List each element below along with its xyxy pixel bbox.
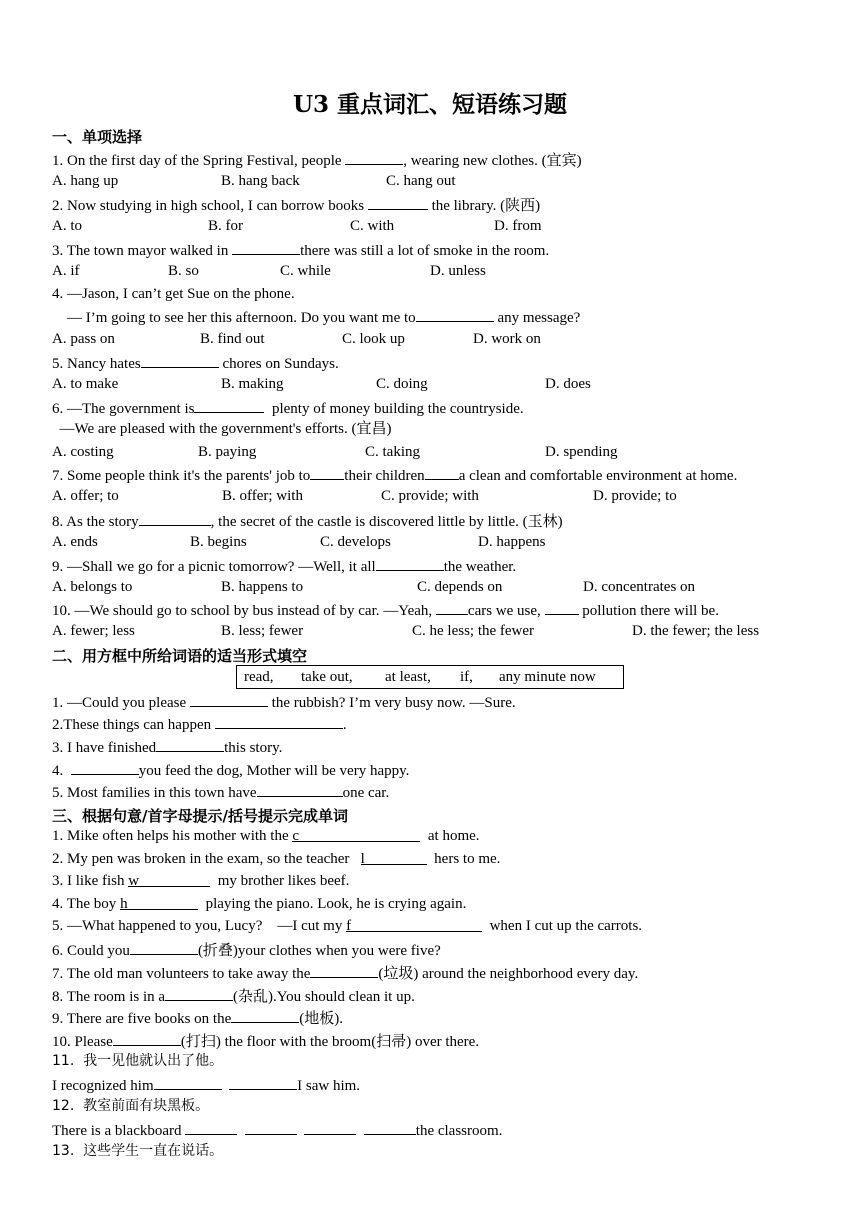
answer-blank[interactable] bbox=[154, 1075, 222, 1090]
answer-blank[interactable] bbox=[190, 692, 268, 707]
option: B. making bbox=[221, 376, 284, 392]
option: D. unless bbox=[430, 263, 486, 279]
answer-blank[interactable]: w bbox=[128, 872, 210, 887]
option: D. the fewer; the less bbox=[632, 623, 760, 639]
answer-blank[interactable] bbox=[368, 195, 428, 210]
word-box-item: take out, bbox=[301, 669, 353, 685]
option: C. while bbox=[280, 263, 331, 279]
word-box-item: if, bbox=[460, 669, 473, 685]
option: A. to make bbox=[52, 376, 119, 392]
question-2-3: 3. I have finished this story. bbox=[52, 737, 282, 757]
question-1-5: 5. Nancy hates chores on Sundays. bbox=[52, 353, 339, 373]
question-3-4: 4. The boy h playing the piano. Look, he is crying again. bbox=[52, 896, 467, 912]
option: B. for bbox=[208, 218, 243, 234]
option: B. so bbox=[168, 263, 199, 279]
question-1-6-reply: —We are pleased with the government's efforts. (宜昌) bbox=[52, 421, 392, 437]
option: A. costing bbox=[52, 444, 114, 460]
question-1-9: 9. —Shall we go for a picnic tomorrow? —Well, it all the weather. bbox=[52, 556, 516, 576]
option: C. provide; with bbox=[381, 488, 479, 504]
section-heading-2: 二、用方框中所给词语的适当形式填空 bbox=[52, 647, 308, 665]
question-2-1: 1. —Could you please the rubbish? I’m very busy now. —Sure. bbox=[52, 692, 516, 712]
question-3-11-prompt: 11. 我一见他就认出了他。 bbox=[52, 1053, 224, 1069]
question-1-4-reply: — I’m going to see her this afternoon. Do you want me to any message? bbox=[52, 307, 580, 327]
question-3-13-prompt: 13. 这些学生一直在说话。 bbox=[52, 1143, 224, 1159]
option: B. hang back bbox=[221, 173, 300, 189]
answer-blank[interactable] bbox=[156, 737, 224, 752]
answer-blank[interactable] bbox=[229, 1075, 297, 1090]
option: B. offer; with bbox=[222, 488, 303, 504]
option: D. spending bbox=[545, 444, 618, 460]
option: C. look up bbox=[342, 331, 405, 347]
option: D. does bbox=[545, 376, 591, 392]
option: C. hang out bbox=[386, 173, 456, 189]
option: A. hang up bbox=[52, 173, 119, 189]
answer-blank[interactable] bbox=[364, 1120, 416, 1135]
answer-blank[interactable] bbox=[139, 511, 211, 526]
answer-blank[interactable] bbox=[141, 353, 219, 368]
option: A. belongs to bbox=[52, 579, 133, 595]
option: A. to bbox=[52, 218, 82, 234]
question-2-5: 5. Most families in this town have one car. bbox=[52, 782, 389, 802]
question-1-10: 10. —We should go to school by bus instead of by car. —Yeah, cars we use, pollution there will be. bbox=[52, 600, 719, 620]
question-1-1: 1. On the first day of the Spring Festival, people , wearing new clothes. (宜宾) bbox=[52, 150, 582, 170]
answer-blank[interactable]: h bbox=[120, 895, 198, 910]
answer-blank[interactable] bbox=[165, 986, 233, 1001]
page-title: U3 重点词汇、短语练习题 bbox=[292, 91, 568, 118]
option: D. concentrates on bbox=[583, 579, 696, 595]
answer-blank[interactable] bbox=[113, 1031, 181, 1046]
answer-blank[interactable]: f bbox=[346, 917, 482, 932]
question-1-2: 2. Now studying in high school, I can borrow books the library. (陕西) bbox=[52, 195, 540, 215]
question-2-2: 2.These things can happen . bbox=[52, 714, 347, 734]
answer-blank[interactable] bbox=[232, 240, 300, 255]
question-2-4: 4. you feed the dog, Mother will be very happy. bbox=[52, 760, 409, 780]
question-3-8: 8. The room is in a (杂乱).You should clean it up. bbox=[52, 986, 415, 1006]
question-1-4: 4. —Jason, I can’t get Sue on the phone. bbox=[52, 286, 295, 302]
answer-blank[interactable] bbox=[194, 398, 264, 413]
option: B. happens to bbox=[221, 579, 304, 595]
answer-blank[interactable] bbox=[345, 150, 403, 165]
answer-blank[interactable] bbox=[436, 600, 468, 615]
question-3-10: 10. Please (打扫) the floor with the broom(扫帚) over there. bbox=[52, 1031, 479, 1051]
option: A. pass on bbox=[52, 331, 115, 347]
answer-blank[interactable] bbox=[257, 782, 343, 797]
option: A. fewer; less bbox=[52, 623, 135, 639]
answer-blank[interactable] bbox=[215, 714, 343, 729]
word-box bbox=[236, 665, 624, 689]
answer-blank[interactable] bbox=[425, 465, 459, 480]
answer-blank[interactable]: l bbox=[361, 850, 427, 865]
answer-blank[interactable] bbox=[130, 940, 198, 955]
question-3-1: 1. Mike often helps his mother with the c at home. bbox=[52, 828, 480, 844]
question-3-5: 5. —What happened to you, Lucy? —I cut my f when I cut up the carrots. bbox=[52, 918, 643, 934]
option: C. doing bbox=[376, 376, 428, 392]
answer-blank[interactable] bbox=[310, 963, 378, 978]
option: C. with bbox=[350, 218, 395, 234]
question-1-3: 3. The town mayor walked in there was still a lot of smoke in the room. bbox=[52, 240, 549, 260]
option: D. happens bbox=[478, 534, 546, 550]
answer-blank[interactable] bbox=[545, 600, 579, 615]
question-1-6: 6. —The government is plenty of money building the countryside. bbox=[52, 398, 524, 418]
question-3-7: 7. The old man volunteers to take away the (垃圾) around the neighborhood every day. bbox=[52, 963, 638, 983]
option: C. he less; the fewer bbox=[412, 623, 535, 639]
option: D. from bbox=[494, 218, 542, 234]
word-box-item: any minute now bbox=[499, 669, 596, 685]
option: A. ends bbox=[52, 534, 98, 550]
option: C. develops bbox=[320, 534, 391, 550]
answer-blank[interactable] bbox=[416, 307, 494, 322]
answer-blank[interactable] bbox=[185, 1120, 237, 1135]
answer-blank[interactable] bbox=[310, 465, 344, 480]
word-box-item: at least, bbox=[385, 669, 431, 685]
option: D. work on bbox=[473, 331, 541, 347]
question-3-11: I recognized him I saw him. bbox=[52, 1075, 360, 1095]
question-3-6: 6. Could you (折叠)your clothes when you were five? bbox=[52, 940, 441, 960]
answer-blank[interactable] bbox=[71, 760, 139, 775]
answer-blank[interactable] bbox=[231, 1008, 299, 1023]
question-3-12-prompt: 12. 教室前面有块黑板。 bbox=[52, 1098, 210, 1114]
option: C. depends on bbox=[417, 579, 503, 595]
option: B. find out bbox=[200, 331, 265, 347]
answer-blank[interactable]: c bbox=[292, 827, 420, 842]
question-3-12: There is a blackboard the classroom. bbox=[52, 1120, 502, 1140]
option: A. offer; to bbox=[52, 488, 119, 504]
question-3-3: 3. I like fish w my brother likes beef. bbox=[52, 873, 350, 889]
question-1-8: 8. As the story , the secret of the castle is discovered little by little. (玉林) bbox=[52, 511, 563, 531]
answer-blank[interactable] bbox=[304, 1120, 356, 1135]
section-heading-1: 一、单项选择 bbox=[52, 128, 143, 146]
question-1-7: 7. Some people think it's the parents' job to their children a clean and comfortable environment at home. bbox=[52, 465, 737, 485]
answer-blank[interactable] bbox=[376, 556, 444, 571]
option: B. less; fewer bbox=[221, 623, 304, 639]
question-3-9: 9. There are five books on the (地板). bbox=[52, 1008, 343, 1028]
question-3-2: 2. My pen was broken in the exam, so the teacher l hers to me. bbox=[52, 851, 501, 867]
word-box-item: read, bbox=[244, 669, 274, 685]
option: B. begins bbox=[190, 534, 247, 550]
option: A. if bbox=[52, 263, 80, 279]
option: D. provide; to bbox=[593, 488, 677, 504]
option: B. paying bbox=[198, 444, 257, 460]
answer-blank[interactable] bbox=[245, 1120, 297, 1135]
section-heading-3: 三、根据句意/首字母提示/括号提示完成单词 bbox=[52, 807, 348, 825]
option: C. taking bbox=[365, 444, 420, 460]
